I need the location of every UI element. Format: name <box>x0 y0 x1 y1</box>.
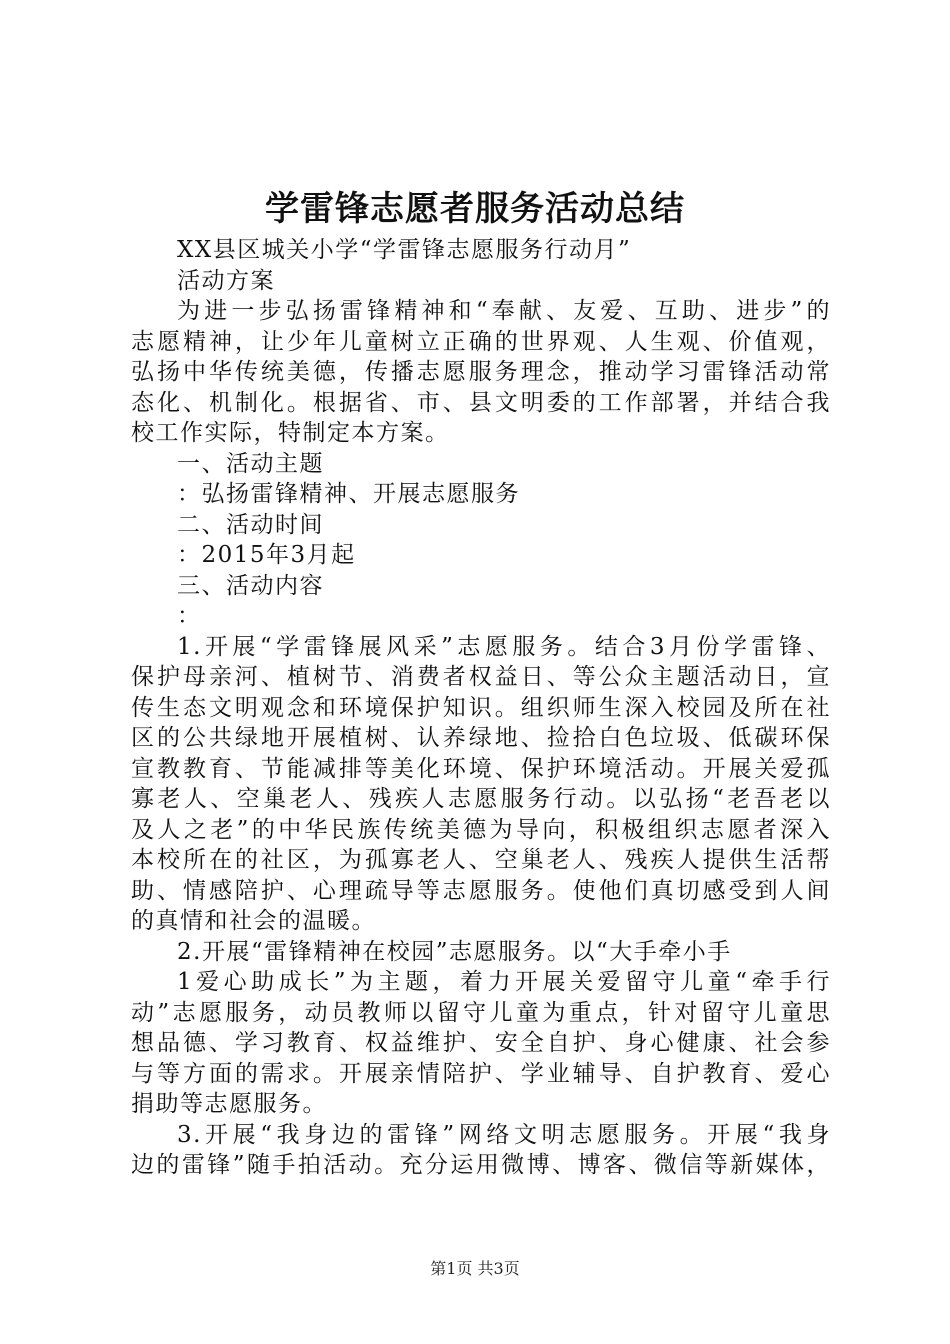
document-title: 学雷锋志愿者服务活动总结 <box>265 189 685 229</box>
text-line-15: 保护母亲河、植树节、消费者权益日、等公众主题活动日，宣 <box>131 664 831 690</box>
text-line-25: 1爱心助成长”为主题，着力开展关爱留守儿童“牵手行 <box>177 969 831 995</box>
text-line-31: 边的雷锋”随手拍活动。充分运用微博、博客、微信等新媒体， <box>131 1152 831 1178</box>
heading-activity-theme: 一、活动主题 <box>177 450 324 477</box>
text-line-13: ： <box>177 603 202 629</box>
text-line-14: 1.开展“学雷锋展风采”志愿服务。结合3月份学雷锋、 <box>177 633 831 660</box>
text-line-24: 2.开展“雷锋精神在校园”志愿服务。以“大手牵小手 <box>177 938 732 965</box>
document-body <box>131 235 831 1181</box>
text-line-3: 为进一步弘扬雷锋精神和“奉献、友爱、互助、进步”的 <box>177 298 831 324</box>
text-line-1: XX县区城关小学“学雷锋志愿服务行动月” <box>177 237 632 263</box>
text-line-19: 寡老人、空巢老人、残疾人志愿服务行动。以弘扬“老吾老以 <box>131 786 831 812</box>
text-line-28: 与等方面的需求。开展亲情陪护、学业辅导、自护教育、爱心 <box>131 1060 831 1087</box>
text-line-2: 活动方案 <box>177 267 275 294</box>
text-line-16: 传生态文明观念和环境保护知识。组织师生深入校园及所在社 <box>131 694 831 721</box>
text-line-23: 的真情和社会的温暖。 <box>131 908 376 934</box>
text-line-18: 宣教教育、节能减排等美化环境、保护环境活动。开展关爱孤 <box>131 755 831 782</box>
text-line-20: 及人之老”的中华民族传统美德为导向，积极组织志愿者深入 <box>131 816 831 843</box>
text-line-26: 动”志愿服务，动员教师以留守儿童为重点，针对留守儿童思 <box>131 999 831 1026</box>
text-line-11: ：2015年3月起 <box>177 542 356 568</box>
text-line-29: 捐助等志愿服务。 <box>131 1091 327 1117</box>
text-line-5: 弘扬中华传统美德，传播志愿服务理念，推动学习雷锋活动常 <box>131 359 831 385</box>
page-number-footer: 第1页 共3页 <box>430 1259 520 1278</box>
text-line-21: 本校所在的社区，为孤寡老人、空巢老人、残疾人提供生活帮 <box>131 847 831 873</box>
text-line-22: 助、情感陪护、心理疏导等志愿服务。使他们真切感受到人间 <box>131 877 831 904</box>
text-line-27: 想品德、学习教育、权益维护、安全自护、身心健康、社会参 <box>131 1030 831 1056</box>
text-line-6: 态化、机制化。根据省、市、县文明委的工作部署，并结合我 <box>131 389 831 416</box>
text-line-4: 志愿精神，让少年儿童树立正确的世界观、人生观、价值观， <box>131 328 831 355</box>
text-line-17: 区的公共绿地开展植树、认养绿地、捡拾白色垃圾、低碳环保 <box>131 725 831 751</box>
heading-activity-content: 三、活动内容 <box>177 572 324 599</box>
text-line-7: 校工作实际，特制定本方案。 <box>131 420 450 446</box>
text-line-9: ：弘扬雷锋精神、开展志愿服务 <box>177 481 520 507</box>
text-line-30: 3.开展“我身边的雷锋”网络文明志愿服务。开展“我身 <box>177 1121 831 1148</box>
heading-activity-time: 二、活动时间 <box>177 511 324 538</box>
